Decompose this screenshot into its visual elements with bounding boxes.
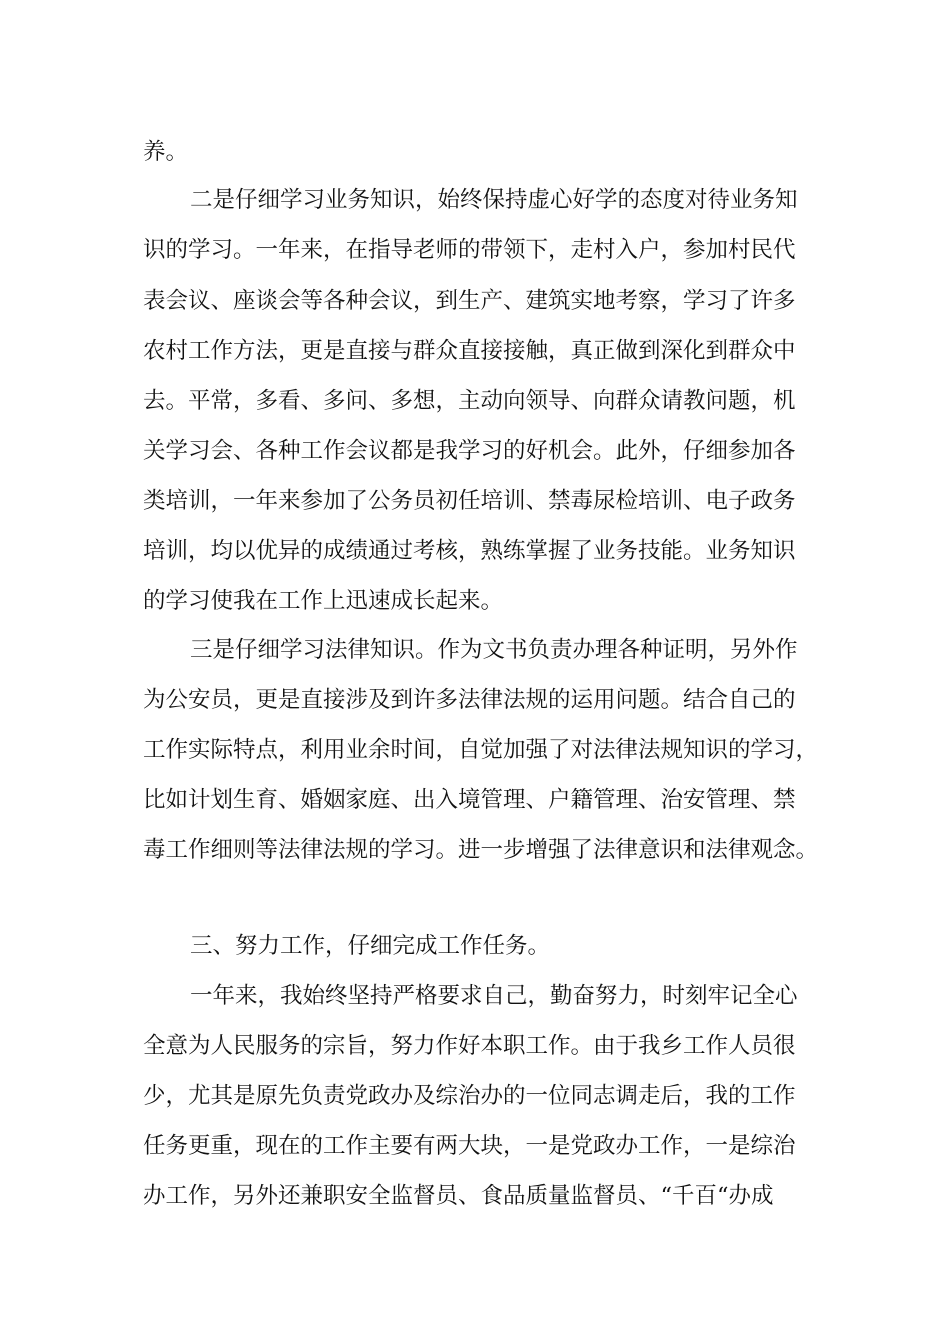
text-line: 任务更重，现在的工作主要有两大块，一是党政办工作，一是综治 bbox=[143, 1133, 796, 1159]
text-line: 去。平常，多看、多问、多想，主动向领导、向群众请教问题，机 bbox=[143, 388, 796, 414]
text-line: 养。 bbox=[143, 139, 189, 165]
text-line: 全意为人民服务的宗旨，努力作好本职工作。由于我乡工作人员很 bbox=[143, 1033, 796, 1059]
text-line: 关学习会、各种工作会议都是我学习的好机会。此外，仔细参加各 bbox=[143, 438, 796, 464]
section-heading: 三、努力工作，仔细完成工作任务。 bbox=[190, 933, 551, 959]
text-line: 比如计划生育、婚姻家庭、出入境管理、户籍管理、治安管理、禁 bbox=[143, 787, 796, 813]
text-line: 工作实际特点，利用业余时间，自觉加强了对法律法规知识的学习， bbox=[143, 737, 819, 763]
text-line: 少，尤其是原先负责党政办及综治办的一位同志调走后，我的工作 bbox=[143, 1083, 796, 1109]
text-line: 毒工作细则等法律法规的学习。进一步增强了法律意识和法律观念。 bbox=[143, 837, 819, 863]
text-line: 一年来，我始终坚持严格要求自己，勤奋努力，时刻牢记全心 bbox=[190, 983, 798, 1009]
text-line: 二是仔细学习业务知识，始终保持虚心好学的态度对待业务知 bbox=[190, 187, 798, 213]
text-line: 类培训，一年来参加了公务员初任培训、禁毒尿检培训、电子政务 bbox=[143, 488, 796, 514]
text-line: 为公安员，更是直接涉及到许多法律法规的运用问题。结合自己的 bbox=[143, 687, 796, 713]
text-line: 农村工作方法，更是直接与群众直接接触，真正做到深化到群众中 bbox=[143, 338, 796, 364]
text-line: 识的学习。一年来，在指导老师的带领下，走村入户，参加村民代 bbox=[143, 237, 796, 263]
text-line: 的学习使我在工作上迅速成长起来。 bbox=[143, 588, 504, 614]
text-line: 培训，均以优异的成绩通过考核，熟练掌握了业务技能。业务知识 bbox=[143, 538, 796, 564]
text-line: 表会议、座谈会等各种会议，到生产、建筑实地考察，学习了许多 bbox=[143, 288, 796, 314]
text-line: 办工作，另外还兼职安全监督员、食品质量监督员、“千百“办成 bbox=[143, 1183, 774, 1209]
text-line: 三是仔细学习法律知识。作为文书负责办理各种证明，另外作 bbox=[190, 637, 798, 663]
